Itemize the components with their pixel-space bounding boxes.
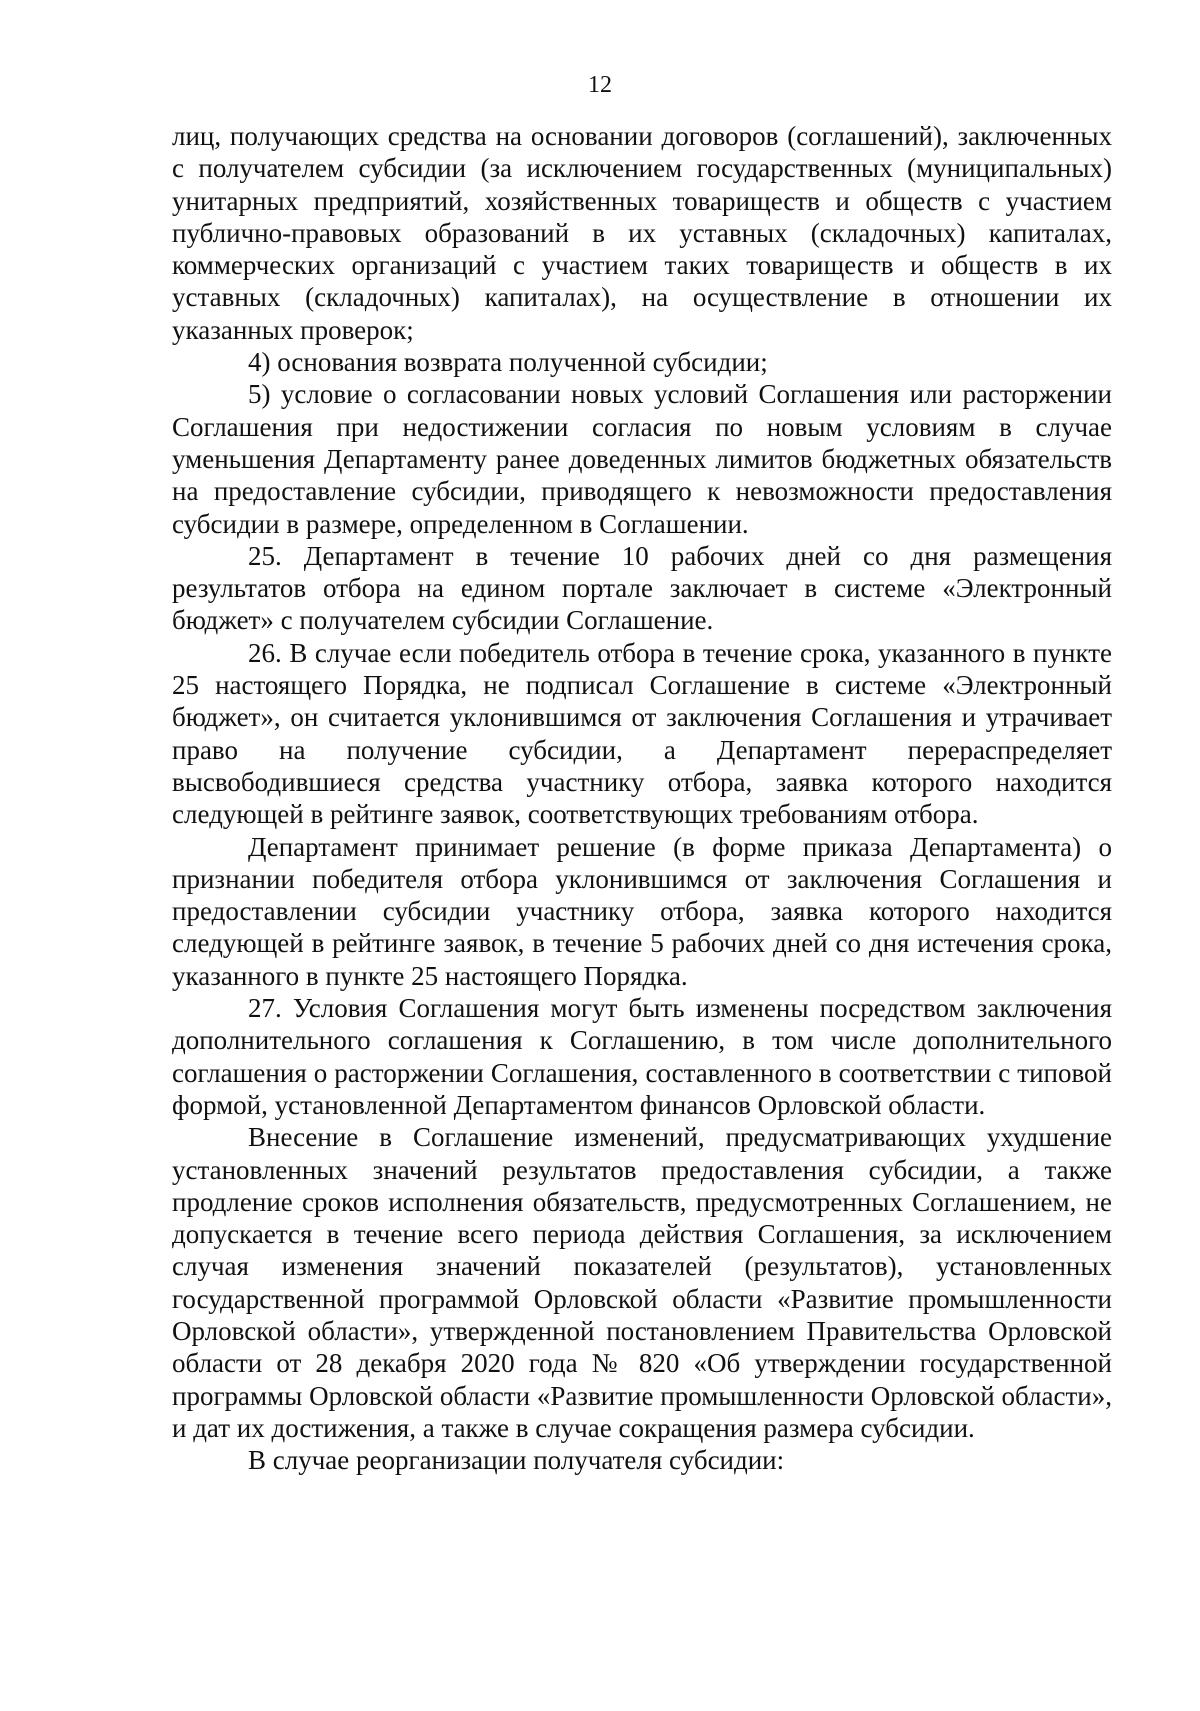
- clause-27-paragraph-3: В случае реорганизации получателя субсидии:: [248, 1445, 785, 1476]
- list-item-4: 4) основания возврата полученной субсидии;: [248, 347, 768, 378]
- paragraph-continuation: лиц, получающих средства на основании договоров (соглашений), заключенных с получателем субсидии (за исключением государственных (муниципальных) унитарных предприятий, хозяйственных товариществ и обществ с участием публично-правовых образований в их уставных (складочных) капиталах, коммерческих организаций с участием таких товариществ и обществ в их уставных (складочных) капиталах), на осуществление в отношении их указанных проверок;: [172, 121, 1112, 345]
- page-number: 12: [588, 72, 612, 98]
- clause-26: 26. В случае если победитель отбора в течение срока, указанного в пункте 25 настоящего Порядка, не подписал Соглашение в системе «Электронный бюджет», он считается уклонившимся от заключения Соглашения и утрачивает право на получение субсидии, а Департамент перераспределяет высвободившиеся средства участнику отбора, заявка которого находится следующей в рейтинге заявок, соответствующих требованиям отбора.: [172, 637, 1112, 830]
- clause-25: 25. Департамент в течение 10 рабочих дней со дня размещения результатов отбора на едином портале заключает в системе «Электронный бюджет» с получателем субсидии Соглашение.: [172, 540, 1112, 636]
- list-item-5: 5) условие о согласовании новых условий Соглашения или расторжении Соглашения при недостижении согласия по новым условиям в случае уменьшения Департаменту ранее доведенных лимитов бюджетных обязательств на предоставление субсидии, приводящего к невозможности предоставления субсидии в размере, определенном в Соглашении.: [172, 379, 1112, 539]
- clause-26-paragraph-2: Департамент принимает решение (в форме приказа Департамента) о признании победителя отбора уклонившимся от заключения Соглашения и предоставлении субсидии участнику отбора, заявка которого находится следующей в рейтинге заявок, в течение 5 рабочих дней со дня истечения срока, указанного в пункте 25 настоящего Порядка.: [172, 831, 1112, 991]
- clause-27: 27. Условия Соглашения могут быть изменены посредством заключения дополнительного соглашения к Соглашению, в том числе дополнительного соглашения о расторжении Соглашения, составленного в соответствии с типовой формой, установленной Департаментом финансов Орловской области.: [172, 993, 1112, 1120]
- clause-27-paragraph-2: Внесение в Соглашение изменений, предусматривающих ухудшение установленных значений результатов предоставления субсидии, а также продление сроков исполнения обязательств, предусмотренных Соглашением, не допускается в течение всего периода действия Соглашения, за исключением случая изменения значений показателей (результатов), установленных государственной программой Орловской области «Развитие промышленности Орловской области», утвержденной постановлением Правительства Орловской области от 28 декабря 2020 года № 820 «Об утверждении государственной программы Орловской области «Развитие промышленности Орловской области», и дат их достижения, а также в случае сокращения размера субсидии.: [172, 1122, 1112, 1443]
- document-body: [172, 120, 1112, 1476]
